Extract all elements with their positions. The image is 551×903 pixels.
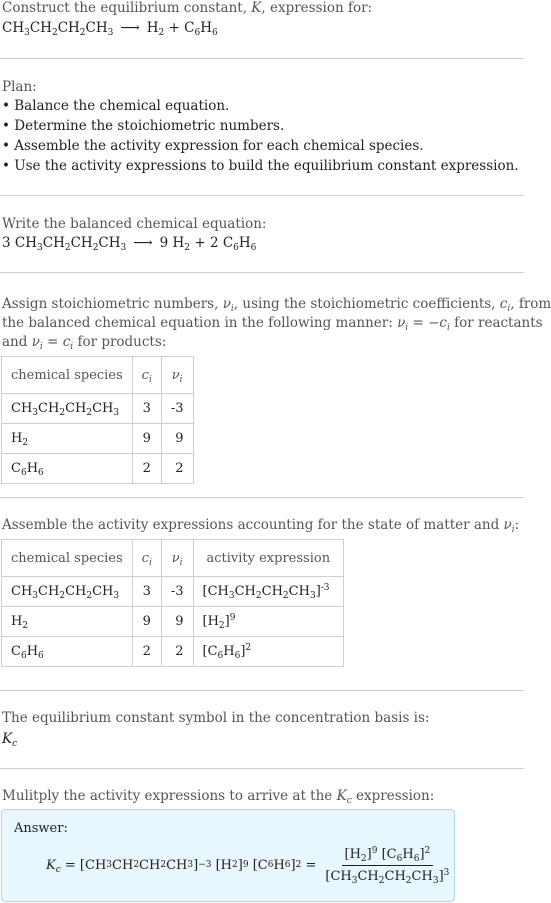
table-header: $\nu_i$ (161, 357, 193, 394)
table-header: $\nu_i$ (161, 540, 193, 577)
table-row: $C_6H_6$ 2 2 (2, 454, 194, 484)
balanced-title: Write the balanced chemical equation: (2, 216, 267, 232)
answer-box (1, 809, 455, 902)
answer-label: Answer: (14, 821, 68, 836)
reaction-balanced: 3 $CH_3CH_2CH_2CH_3$ ⟶ 9 $H_2 + 2$ $C_6H_6$ (2, 235, 257, 253)
divider (0, 58, 524, 59)
symbol-value: $K_c$ (2, 731, 18, 749)
fraction: $\frac{[H_2]^9 [C_6H_6]^2}{[CH_3CH_2CH_2CH_3]^3}$ (325, 845, 450, 886)
divider (0, 195, 524, 196)
table-header: $c_i$ (132, 540, 161, 577)
table-row: $C_6H_6$ 2 2 $[C_6H_6]^2$ (2, 637, 344, 667)
activity-table (1, 539, 344, 667)
activity-text: Assemble the activity expressions accounting for the state of matter and $\nu_i$: (2, 517, 520, 535)
table-header: $c_i$ (132, 357, 161, 394)
intro-text: Construct the equilibrium constant, K, expression for: (2, 0, 373, 16)
plan-item: • Use the activity expressions to build the equilibrium constant expression. (2, 158, 519, 174)
answer-equation: $K_c$ = [CH 3 CH 2 CH 2 CH 3 ] −3 [H 2 ] 9 [C 6 H 6 ] 2 = $\frac{[H_2]^9 [C_6H_6]^2}{[CH_3CH_2CH_2CH_3]^3}$ (46, 836, 452, 894)
divider (0, 768, 524, 769)
divider (0, 272, 524, 273)
table-row: $H_2$ 9 9 $[H_2]^9$ (2, 607, 344, 637)
plan-title: Plan: (2, 79, 37, 95)
stoich-text: the balanced chemical equation in the following manner: $\nu_i = -c_i$ for reactants (2, 315, 543, 333)
table-header: activity expression (193, 540, 344, 577)
stoich-text: Assign stoichiometric numbers, $\nu_i$, using the stoichiometric coefficients, $c_i$, from (2, 296, 551, 314)
stoich-table (1, 356, 194, 484)
table-header: chemical species (2, 357, 133, 394)
reaction-unbalanced: $CH_3CH_2CH_2CH_3$ ⟶ $H_2 + C_6H_6$ (2, 20, 218, 38)
multiply-text: Mulitply the activity expressions to arrive at the $K_c$ expression: (2, 788, 435, 806)
divider (0, 497, 524, 498)
table-row: $H_2$ 9 9 (2, 424, 194, 454)
stoich-text: and $\nu_i = c_i$ for products: (2, 334, 167, 352)
table-row: $CH_3CH_2CH_2CH_3$ 3 -3 (2, 394, 194, 424)
plan-item: • Determine the stoichiometric numbers. (2, 118, 285, 134)
plan-item: • Assemble the activity expression for each chemical species. (2, 138, 424, 154)
plan-item: • Balance the chemical equation. (2, 98, 230, 114)
table-header: chemical species (2, 540, 133, 577)
symbol-text: The equilibrium constant symbol in the concentration basis is: (2, 710, 430, 726)
table-row: $CH_3CH_2CH_2CH_3$ 3 -3 $[CH_3CH_2CH_2CH_3]^{-3}$ (2, 577, 344, 607)
divider (0, 690, 524, 691)
arrow-icon: ⟶ (133, 235, 153, 251)
arrow-icon: ⟶ (120, 20, 140, 36)
